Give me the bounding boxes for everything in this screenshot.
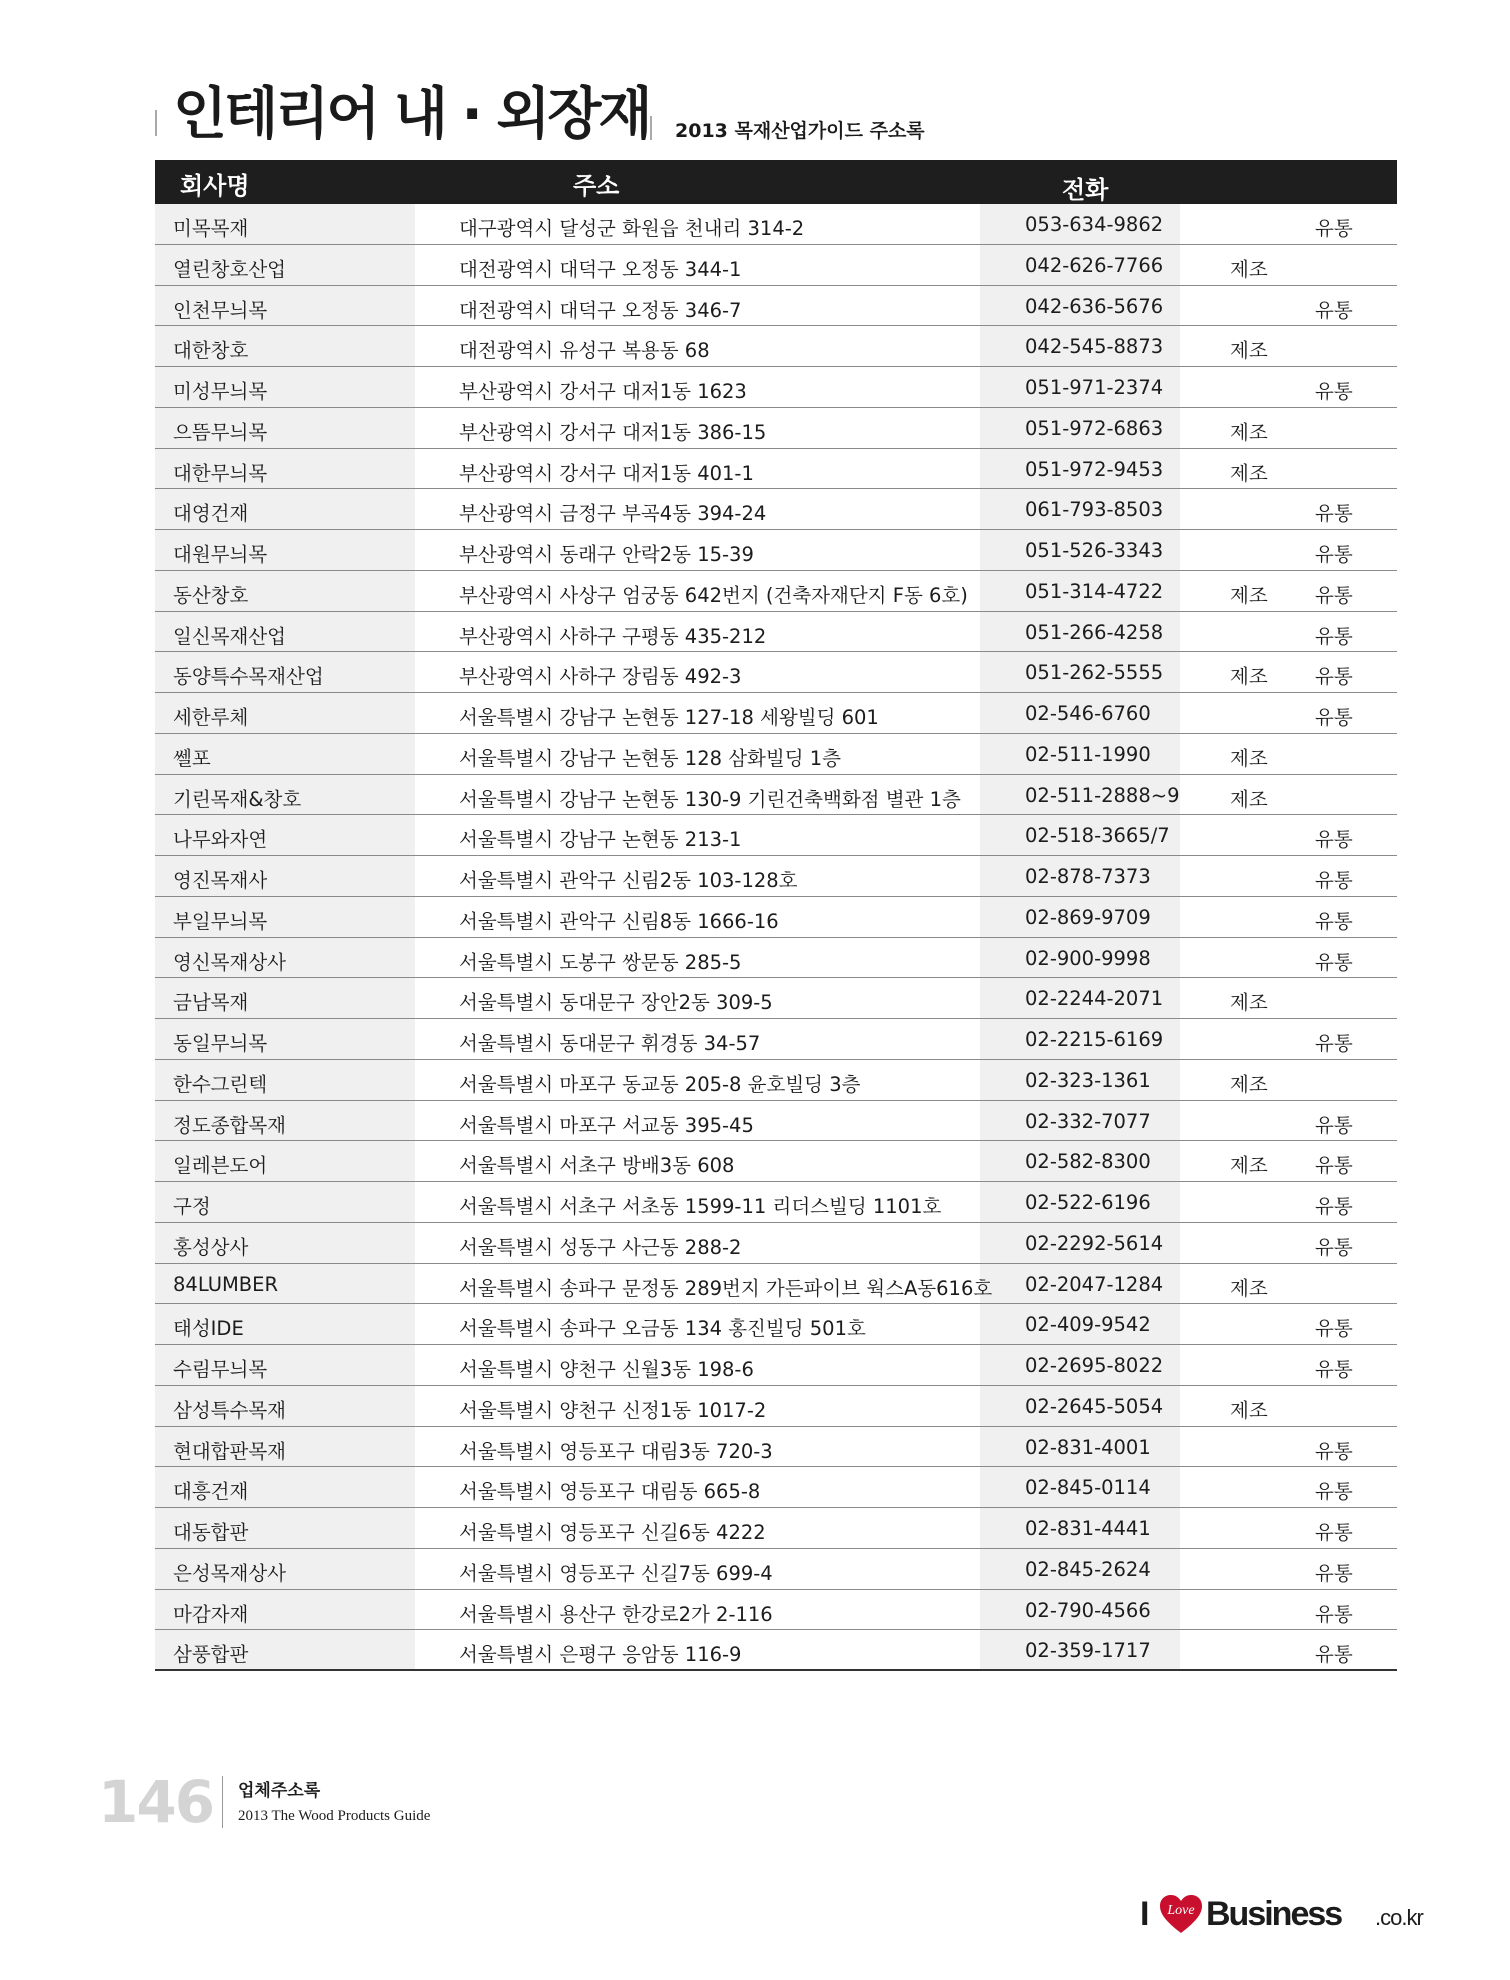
table-row (155, 408, 1397, 449)
company-phone: 051-972-9453 (1025, 457, 1164, 481)
company-address: 서울특별시 송파구 오금동 134 홍진빌딩 501호 (459, 1317, 866, 1341)
company-name: 대흥건재 (173, 1480, 249, 1504)
subtitle-divider (650, 116, 652, 140)
company-address: 대전광역시 대덕구 오정동 344-1 (459, 257, 742, 281)
company-name: 삼풍합판 (173, 1643, 249, 1667)
page-header (155, 80, 1405, 150)
table-row (155, 571, 1397, 612)
page-number: 146 (98, 1768, 214, 1836)
company-name: 일신목재산업 (173, 624, 287, 648)
distribution-tag: 유통 (1315, 1358, 1353, 1381)
company-address: 서울특별시 서초구 서초동 1599-11 리더스빌딩 1101호 (459, 1195, 942, 1218)
table-body (155, 204, 1397, 1671)
company-address: 서울특별시 관악구 신림2동 103-128호 (459, 869, 798, 892)
distribution-tag: 유통 (1315, 1113, 1353, 1137)
footer-guide-title: 2013 The Wood Products Guide (238, 1808, 431, 1824)
distribution-tag: 유통 (1315, 1235, 1353, 1259)
footer-divider (222, 1776, 223, 1828)
company-name: 으뜸무늬목 (173, 420, 268, 444)
company-phone: 02-518-3665/7 (1025, 824, 1170, 848)
company-name: 대영건재 (173, 502, 249, 526)
logo-i: I (1140, 1895, 1150, 1933)
distribution-tag: 유통 (1315, 1195, 1353, 1218)
company-address: 서울특별시 관악구 신림8동 1666-16 (459, 909, 779, 933)
table-row (155, 978, 1397, 1019)
manufacturing-tag: 제조 (1230, 420, 1268, 444)
table-row (155, 1508, 1397, 1549)
distribution-tag: 유통 (1315, 583, 1353, 607)
company-name: 세한루체 (173, 706, 249, 729)
company-address: 서울특별시 동대문구 장안2동 309-5 (459, 991, 773, 1015)
company-name: 나무와자연 (173, 828, 268, 852)
table-row (155, 1060, 1397, 1101)
table-row (155, 286, 1397, 327)
distribution-tag: 유통 (1315, 1317, 1353, 1341)
company-phone: 02-831-4441 (1025, 1517, 1151, 1540)
company-phone: 02-511-2888~9 (1025, 783, 1180, 807)
table-row (155, 815, 1397, 856)
table-row (155, 734, 1397, 775)
company-address: 대전광역시 대덕구 오정동 346-7 (459, 298, 742, 322)
manufacturing-tag: 제조 (1230, 787, 1268, 811)
table-row (155, 1101, 1397, 1142)
company-address: 부산광역시 사하구 구평동 435-212 (459, 624, 767, 648)
table-row (155, 938, 1397, 979)
manufacturing-tag: 제조 (1230, 461, 1268, 485)
company-address: 서울특별시 도봉구 쌍문동 285-5 (459, 950, 742, 974)
company-address: 서울특별시 마포구 서교동 395-45 (459, 1113, 754, 1137)
distribution-tag: 유통 (1315, 1032, 1353, 1055)
column-header-phone: 전화 (1062, 176, 1109, 204)
table-row (155, 449, 1397, 490)
company-address: 부산광역시 사하구 장림동 492-3 (459, 665, 742, 689)
company-phone: 02-359-1717 (1025, 1639, 1151, 1663)
distribution-tag: 유통 (1315, 298, 1353, 322)
company-phone: 02-878-7373 (1025, 865, 1151, 888)
distribution-tag: 유통 (1315, 543, 1353, 566)
distribution-tag: 유통 (1315, 1561, 1353, 1585)
company-name: 대한창호 (173, 339, 249, 363)
company-address: 서울특별시 양천구 신정1동 1017-2 (459, 1398, 767, 1422)
logo-business: Business (1206, 1895, 1342, 1933)
table-row (155, 1630, 1397, 1671)
company-address: 서울특별시 영등포구 대림3동 720-3 (459, 1439, 773, 1463)
table-row (155, 326, 1397, 367)
company-address: 부산광역시 사상구 엄궁동 642번지 (건축자재단지 F동 6호) (459, 583, 968, 607)
company-phone: 02-2292-5614 (1025, 1231, 1164, 1255)
table-row (155, 1264, 1397, 1305)
company-name: 영진목재사 (173, 869, 268, 892)
company-phone: 02-409-9542 (1025, 1313, 1151, 1337)
page-subtitle: 2013 목재산업가이드 주소록 (675, 120, 925, 142)
company-name: 수림무늬목 (173, 1358, 268, 1381)
distribution-tag: 유통 (1315, 869, 1353, 892)
company-phone: 02-582-8300 (1025, 1150, 1151, 1174)
distribution-tag: 유통 (1315, 706, 1353, 729)
table-row (155, 693, 1397, 734)
company-address: 서울특별시 송파구 문정동 289번지 가든파이브 웍스A동616호 (459, 1276, 993, 1300)
company-address: 서울특별시 영등포구 대림동 665-8 (459, 1480, 761, 1504)
distribution-tag: 유통 (1315, 624, 1353, 648)
company-name: 동양특수목재산업 (173, 665, 324, 689)
company-address: 서울특별시 성동구 사근동 288-2 (459, 1235, 742, 1259)
distribution-tag: 유통 (1315, 380, 1353, 403)
distribution-tag: 유통 (1315, 950, 1353, 974)
table-row (155, 1345, 1397, 1386)
company-name: 대한무늬목 (173, 461, 268, 485)
distribution-tag: 유통 (1315, 1602, 1353, 1626)
table-row (155, 612, 1397, 653)
manufacturing-tag: 제조 (1230, 339, 1268, 363)
company-phone: 02-522-6196 (1025, 1191, 1151, 1214)
manufacturing-tag: 제조 (1230, 1276, 1268, 1300)
company-name: 구정 (173, 1195, 211, 1218)
table-row (155, 1386, 1397, 1427)
company-phone: 02-2695-8022 (1025, 1354, 1164, 1377)
company-address: 서울특별시 서초구 방배3동 608 (459, 1154, 735, 1178)
company-phone: 02-845-2624 (1025, 1557, 1151, 1581)
page-title: 인테리어 내 · 외장재 (173, 82, 650, 147)
distribution-tag: 유통 (1315, 909, 1353, 933)
company-name: 기린목재&창호 (173, 787, 302, 811)
company-phone: 051-526-3343 (1025, 539, 1164, 562)
company-phone: 02-790-4566 (1025, 1598, 1151, 1622)
distribution-tag: 유통 (1315, 828, 1353, 852)
title-divider (155, 110, 157, 136)
company-address: 서울특별시 강남구 논현동 127-18 세왕빌딩 601 (459, 706, 879, 729)
company-name: 영신목재상사 (173, 950, 287, 974)
company-address: 서울특별시 영등포구 신길6동 4222 (459, 1521, 766, 1544)
table-row (155, 775, 1397, 816)
distribution-tag: 유통 (1315, 502, 1353, 526)
company-name: 미성무늬목 (173, 380, 268, 403)
table-row (155, 1304, 1397, 1345)
company-name: 은성목재상사 (173, 1561, 287, 1585)
table-row (155, 245, 1397, 286)
distribution-tag: 유통 (1315, 1439, 1353, 1463)
manufacturing-tag: 제조 (1230, 991, 1268, 1015)
company-address: 부산광역시 강서구 대저1동 386-15 (459, 420, 767, 444)
company-name: 미목목재 (173, 217, 249, 240)
table-row (155, 1590, 1397, 1631)
company-name: 마감자재 (173, 1602, 249, 1626)
company-name: 84LUMBER (173, 1272, 279, 1296)
company-address: 서울특별시 강남구 논현동 130-9 기린건축백화점 별관 1층 (459, 787, 961, 811)
manufacturing-tag: 제조 (1230, 583, 1268, 607)
company-name: 일레븐도어 (173, 1154, 268, 1178)
column-header-address: 주소 (573, 172, 620, 200)
table-row (155, 897, 1397, 938)
table-row (155, 530, 1397, 571)
table-row (155, 1549, 1397, 1590)
manufacturing-tag: 제조 (1230, 1398, 1268, 1422)
table-row (155, 1467, 1397, 1508)
company-address: 서울특별시 강남구 논현동 128 삼화빌딩 1층 (459, 746, 842, 770)
company-phone: 02-869-9709 (1025, 905, 1151, 929)
company-phone: 02-845-0114 (1025, 1476, 1151, 1500)
company-name: 금남목재 (173, 991, 249, 1015)
company-name: 쎌포 (173, 746, 211, 770)
company-name: 한수그린텍 (173, 1072, 268, 1096)
manufacturing-tag: 제조 (1230, 1072, 1268, 1096)
company-name: 삼성특수목재 (173, 1398, 287, 1422)
company-address: 부산광역시 동래구 안락2동 15-39 (459, 543, 754, 566)
company-address: 서울특별시 은평구 응암동 116-9 (459, 1643, 742, 1667)
company-name: 대원무늬목 (173, 543, 268, 566)
logo-love: Love (1167, 1903, 1195, 1918)
company-name: 동일무늬목 (173, 1032, 268, 1055)
company-address: 부산광역시 강서구 대저1동 401-1 (459, 461, 754, 485)
company-address: 부산광역시 강서구 대저1동 1623 (459, 380, 747, 403)
directory-table (155, 160, 1397, 1671)
company-name: 대동합판 (173, 1521, 249, 1544)
company-phone: 051-262-5555 (1025, 661, 1164, 685)
manufacturing-tag: 제조 (1230, 746, 1268, 770)
table-row (155, 367, 1397, 408)
company-name: 동산창호 (173, 583, 249, 607)
distribution-tag: 유통 (1315, 1521, 1353, 1544)
company-address: 부산광역시 금정구 부곡4동 394-24 (459, 502, 767, 526)
company-address: 서울특별시 동대문구 휘경동 34-57 (459, 1032, 761, 1055)
company-address: 대구광역시 달성군 화원읍 천내리 314-2 (459, 217, 805, 240)
company-phone: 02-323-1361 (1025, 1068, 1151, 1092)
company-name: 인천무늬목 (173, 298, 268, 322)
column-header-name: 회사명 (180, 172, 250, 200)
table-row (155, 1141, 1397, 1182)
company-phone: 042-626-7766 (1025, 253, 1164, 277)
company-phone: 02-332-7077 (1025, 1109, 1151, 1133)
manufacturing-tag: 제조 (1230, 1154, 1268, 1178)
company-phone: 051-314-4722 (1025, 579, 1164, 603)
table-row (155, 1427, 1397, 1468)
company-name: 홍성상사 (173, 1235, 249, 1259)
company-address: 서울특별시 영등포구 신길7동 699-4 (459, 1561, 773, 1585)
company-phone: 042-545-8873 (1025, 335, 1164, 359)
manufacturing-tag: 제조 (1230, 257, 1268, 281)
company-address: 서울특별시 양천구 신월3동 198-6 (459, 1358, 754, 1381)
distribution-tag: 유통 (1315, 665, 1353, 689)
company-name: 태성IDE (173, 1317, 244, 1341)
distribution-tag: 유통 (1315, 1480, 1353, 1504)
company-phone: 061-793-8503 (1025, 498, 1164, 522)
company-address: 서울특별시 마포구 동교동 205-8 윤호빌딩 3층 (459, 1072, 861, 1096)
distribution-tag: 유통 (1315, 1643, 1353, 1667)
company-phone: 02-2215-6169 (1025, 1028, 1164, 1051)
company-name: 현대합판목재 (173, 1439, 287, 1463)
table-header (155, 160, 1397, 204)
company-phone: 02-831-4001 (1025, 1435, 1151, 1459)
company-phone: 02-2244-2071 (1025, 987, 1164, 1011)
company-phone: 02-511-1990 (1025, 742, 1151, 766)
manufacturing-tag: 제조 (1230, 665, 1268, 689)
company-phone: 051-971-2374 (1025, 376, 1164, 399)
company-phone: 02-2047-1284 (1025, 1272, 1164, 1296)
company-address: 서울특별시 용산구 한강로2가 2-116 (459, 1602, 773, 1626)
footer-category: 업체주소록 (238, 1781, 321, 1801)
company-phone: 051-972-6863 (1025, 416, 1164, 440)
company-address: 대전광역시 유성구 복용동 68 (459, 339, 710, 363)
company-phone: 042-636-5676 (1025, 294, 1164, 318)
company-phone: 053-634-9862 (1025, 213, 1164, 236)
company-name: 부일무늬목 (173, 909, 268, 933)
table-row (155, 1019, 1397, 1060)
company-phone: 02-546-6760 (1025, 702, 1151, 725)
company-address: 서울특별시 강남구 논현동 213-1 (459, 828, 742, 852)
company-phone: 02-900-9998 (1025, 946, 1151, 970)
table-row (155, 489, 1397, 530)
table-row (155, 1223, 1397, 1264)
logo-domain: .co.kr (1375, 1905, 1423, 1930)
table-row (155, 856, 1397, 897)
distribution-tag: 유통 (1315, 1154, 1353, 1178)
table-row (155, 204, 1397, 245)
table-row (155, 652, 1397, 693)
distribution-tag: 유통 (1315, 217, 1353, 240)
company-phone: 02-2645-5054 (1025, 1394, 1164, 1418)
table-row (155, 1182, 1397, 1223)
company-phone: 051-266-4258 (1025, 620, 1164, 644)
company-name: 열린창호산업 (173, 257, 287, 281)
company-name: 정도종합목재 (173, 1113, 287, 1137)
